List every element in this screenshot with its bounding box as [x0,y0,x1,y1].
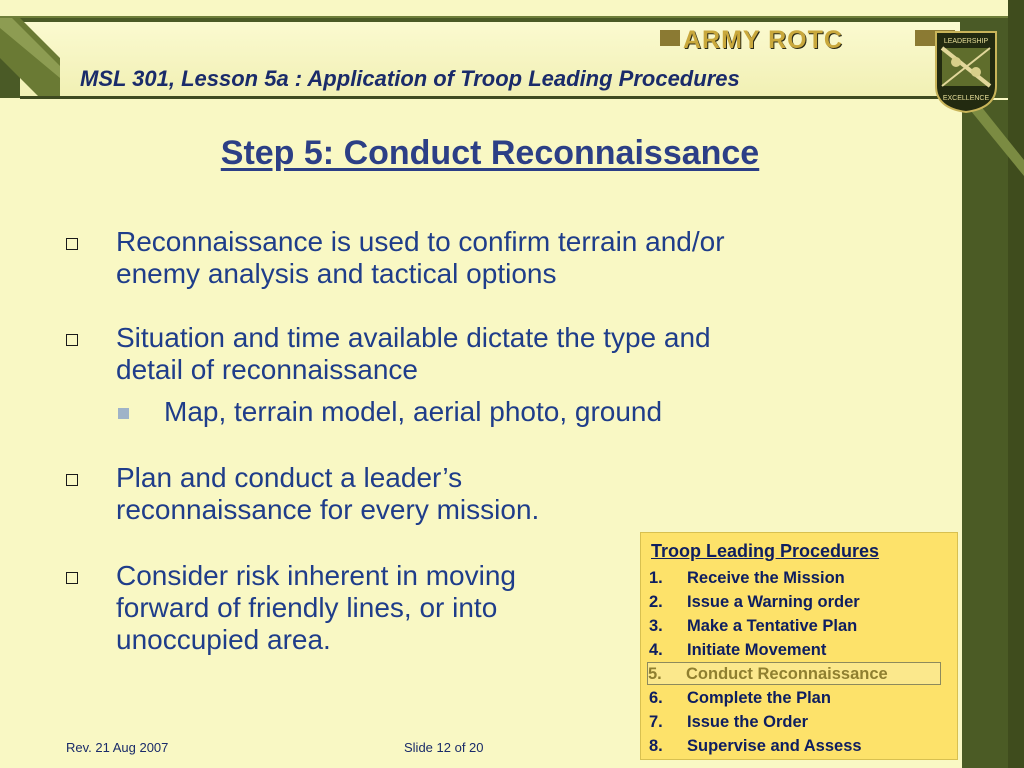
procedure-item-current: 5. Conduct Reconnaissance [647,662,941,685]
procedure-item: 7. Issue the Order [649,713,809,731]
leadership-excellence-emblem-icon [932,28,1000,114]
slide-number: Slide 12 of 20 [404,740,484,755]
bullet-line: forward of friendly lines, or into [116,592,498,623]
procedure-item: 8. Supervise and Assess [649,737,862,755]
procedure-item: 6. Complete the Plan [649,689,831,707]
hollow-square-bullet-icon [66,334,78,346]
bullet-line: reconnaissance for every mission. [116,494,540,525]
right-sidebar [962,100,1008,768]
svg-text:LEADERSHIP: LEADERSHIP [943,38,989,45]
hollow-square-bullet-icon [66,572,78,584]
sub-bullet-text: Map, terrain model, aerial photo, ground [164,396,663,427]
header-band [0,0,1024,100]
header-corner-decoration [0,18,60,98]
hollow-square-bullet-icon [66,238,78,250]
procedure-item: 2. Issue a Warning order [649,593,860,611]
revision-date: Rev. 21 Aug 2007 [66,740,169,755]
army-rotc-logo: ARMY ROTC [683,26,843,54]
procedure-item: 3. Make a Tentative Plan [649,617,858,635]
bullet-line: Situation and time available dictate the type and [116,322,711,353]
bullet-line: detail of reconnaissance [116,354,418,385]
brand-bar-left [660,30,680,46]
filled-square-bullet-icon [118,408,129,419]
hollow-square-bullet-icon [66,474,78,486]
lesson-title: MSL 301, Lesson 5a : Application of Troop Leading Procedures [80,66,740,91]
bullet-line: enemy analysis and tactical options [116,258,557,289]
slide-title: Step 5: Conduct Reconnaissance [220,134,760,172]
bullet-line: Consider risk inherent in moving [116,560,516,591]
bullet-line: unoccupied area. [116,624,331,655]
svg-text:EXCELLENCE: EXCELLENCE [942,95,990,102]
procedures-title: Troop Leading Procedures [651,541,880,561]
bullet-line: Reconnaissance is used to confirm terrain and/or [116,226,725,257]
procedure-item: 4. Initiate Movement [649,641,827,659]
procedure-item: 1. Receive the Mission [649,569,845,587]
header-rule [20,96,960,99]
bullet-line: Plan and conduct a leader’s [116,462,463,493]
troop-leading-procedures-box [640,532,958,760]
